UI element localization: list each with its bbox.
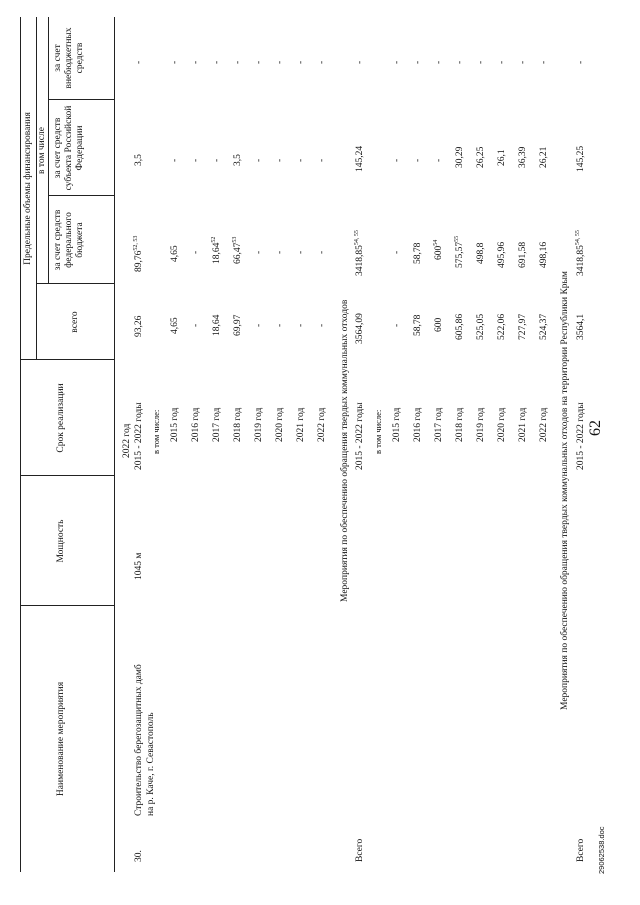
- header-name: Наименование мероприятия: [56, 681, 66, 797]
- row-name: Строительство берегозащитных дамб: [134, 664, 144, 816]
- extra-cell: -: [392, 60, 402, 64]
- header-bottom-rule: [114, 17, 115, 872]
- total-cell: 600: [434, 317, 444, 332]
- extra-cell: -: [212, 60, 222, 64]
- extra-cell: -: [296, 60, 306, 64]
- total-cell: -: [254, 323, 264, 327]
- period-cell: 2022 год: [122, 423, 132, 458]
- regional-cell: 145,25: [576, 145, 586, 172]
- period-cell: 2019 год: [254, 407, 264, 442]
- period-cell: 2020 год: [275, 407, 285, 442]
- header-period: Срок реализации: [56, 383, 66, 453]
- header-federal: за счет средств федерального бюджета: [53, 209, 85, 271]
- capacity-cell: 1045 м: [134, 552, 144, 580]
- total-cell: 69,97: [233, 314, 243, 336]
- federal-cell: -: [317, 250, 327, 254]
- page-number: 62: [587, 420, 604, 436]
- extra-cell: -: [476, 60, 486, 64]
- period-cell: 2018 год: [455, 407, 465, 442]
- regional-cell: -: [317, 158, 327, 162]
- federal-cell: 89,76$^{52, 53}$: [132, 235, 144, 272]
- regional-cell: 26,21: [539, 146, 549, 168]
- period-cell: 2022 год: [317, 407, 327, 442]
- period-cell: 2016 год: [413, 407, 423, 442]
- period-cell: в том числе:: [151, 409, 161, 454]
- extra-cell: -: [191, 60, 201, 64]
- total-cell: 93,26: [134, 315, 144, 337]
- header-divider-6: [20, 475, 114, 476]
- header-divider-3: [48, 195, 114, 196]
- extra-cell: -: [134, 60, 144, 64]
- regional-cell: -: [296, 158, 306, 162]
- section-title: Мероприятия по обеспечению обращения твердых коммунальных отходов: [340, 299, 350, 602]
- extra-cell: -: [254, 60, 264, 64]
- regional-cell: 145,24: [355, 145, 365, 172]
- extra-cell: -: [170, 60, 180, 64]
- extra-cell: -: [455, 60, 465, 64]
- period-cell: 2017 год: [434, 407, 444, 442]
- total-cell: -: [296, 323, 306, 327]
- total-cell: 727,97: [518, 313, 528, 340]
- total-cell: 3564,1: [576, 313, 586, 340]
- federal-cell: 498,16: [539, 241, 549, 268]
- federal-cell: -: [392, 250, 402, 254]
- row-name: Всего: [576, 838, 586, 862]
- period-cell: 2022 год: [539, 407, 549, 442]
- period-cell: 2016 год: [191, 407, 201, 442]
- federal-cell: 3418,85$^{54, 55}$: [353, 230, 365, 276]
- row-name-line2: на р. Каче, г. Севастополь: [146, 712, 156, 816]
- extra-cell: -: [497, 60, 507, 64]
- extra-cell: -: [539, 60, 549, 64]
- regional-cell: -: [434, 158, 444, 162]
- regional-cell: -: [413, 158, 423, 162]
- total-cell: 524,37: [539, 313, 549, 340]
- regional-cell: -: [254, 158, 264, 162]
- federal-cell: 4,65: [170, 245, 180, 262]
- federal-cell: -: [296, 250, 306, 254]
- header-extra: за счет внебюджетных средств: [53, 27, 85, 89]
- extra-cell: -: [317, 60, 327, 64]
- federal-cell: 18,64$^{52}$: [210, 236, 222, 264]
- total-cell: 525,05: [476, 313, 486, 340]
- total-cell: -: [317, 323, 327, 327]
- federal-cell: -: [191, 250, 201, 254]
- federal-cell: 58,78: [413, 242, 423, 264]
- extra-cell: -: [576, 60, 586, 64]
- federal-cell: 691,58: [518, 241, 528, 268]
- period-cell: 2019 год: [476, 407, 486, 442]
- total-cell: 522,06: [497, 313, 507, 340]
- header-including: в том числе: [37, 127, 47, 174]
- total-cell: 58,78: [413, 314, 423, 336]
- federal-cell: -: [275, 250, 285, 254]
- total-cell: -: [275, 323, 285, 327]
- federal-cell: 498,8: [476, 242, 486, 264]
- regional-cell: 3,5: [134, 154, 144, 166]
- federal-cell: 66,47$^{53}$: [231, 236, 243, 264]
- regional-cell: 26,25: [476, 146, 486, 168]
- row-name: Всего: [355, 838, 365, 862]
- extra-cell: -: [355, 60, 365, 64]
- regional-cell: 26,1: [497, 149, 507, 166]
- footer-doc-id: 29062538.doc: [597, 826, 606, 874]
- header-divider-4: [48, 99, 114, 100]
- row-number: 30.: [134, 850, 144, 862]
- header-divider-5: [20, 605, 114, 606]
- period-cell: 2018 год: [233, 407, 243, 442]
- extra-cell: -: [518, 60, 528, 64]
- period-cell: 2015 - 2022 годы: [355, 402, 365, 470]
- period-cell: 2020 год: [497, 407, 507, 442]
- header-including-rule: [48, 17, 49, 284]
- extra-cell: -: [413, 60, 423, 64]
- extra-cell: -: [233, 60, 243, 64]
- regional-cell: -: [191, 158, 201, 162]
- period-cell: 2015 год: [170, 407, 180, 442]
- federal-cell: 575,57$^{55}$: [453, 235, 465, 268]
- table-top-rule: [20, 17, 21, 872]
- section-title: Мероприятия по обеспечению обращения твердых коммунальных отходов на территории Республики Крым: [560, 271, 570, 710]
- regional-cell: 3,5: [233, 154, 243, 166]
- total-cell: 4,65: [170, 317, 180, 334]
- federal-cell: 3418,85$^{54, 55}$: [574, 230, 586, 276]
- extra-cell: -: [275, 60, 285, 64]
- period-cell: в том числе:: [373, 409, 383, 454]
- period-cell: 2015 год: [392, 407, 402, 442]
- rotated-table: [20, 17, 620, 872]
- regional-cell: -: [275, 158, 285, 162]
- total-cell: 18,64: [212, 314, 222, 336]
- header-capacity: Мощность: [56, 519, 66, 563]
- regional-cell: -: [392, 158, 402, 162]
- header-funding-group: Предельные объемы финансирования: [23, 112, 33, 265]
- federal-cell: 495,96: [497, 241, 507, 268]
- federal-cell: $600^{54}$: [432, 239, 444, 260]
- period-cell: 2021 год: [296, 407, 306, 442]
- total-cell: 3564,09: [355, 313, 365, 344]
- extra-cell: -: [434, 60, 444, 64]
- period-cell: 2017 год: [212, 407, 222, 442]
- total-cell: 605,86: [455, 313, 465, 340]
- period-cell: 2015 - 2022 годы: [134, 402, 144, 470]
- federal-cell: -: [254, 250, 264, 254]
- total-cell: -: [392, 323, 402, 327]
- header-regional: за счет средств субъекта Российской Федерации: [53, 105, 85, 191]
- total-cell: -: [191, 323, 201, 327]
- regional-cell: -: [170, 158, 180, 162]
- regional-cell: -: [212, 158, 222, 162]
- regional-cell: 30,29: [455, 146, 465, 168]
- regional-cell: 36,39: [518, 146, 528, 168]
- header-total: всего: [70, 311, 80, 333]
- period-cell: 2015 - 2022 годы: [576, 402, 586, 470]
- period-cell: 2021 год: [518, 407, 528, 442]
- header-divider-1: [20, 359, 114, 360]
